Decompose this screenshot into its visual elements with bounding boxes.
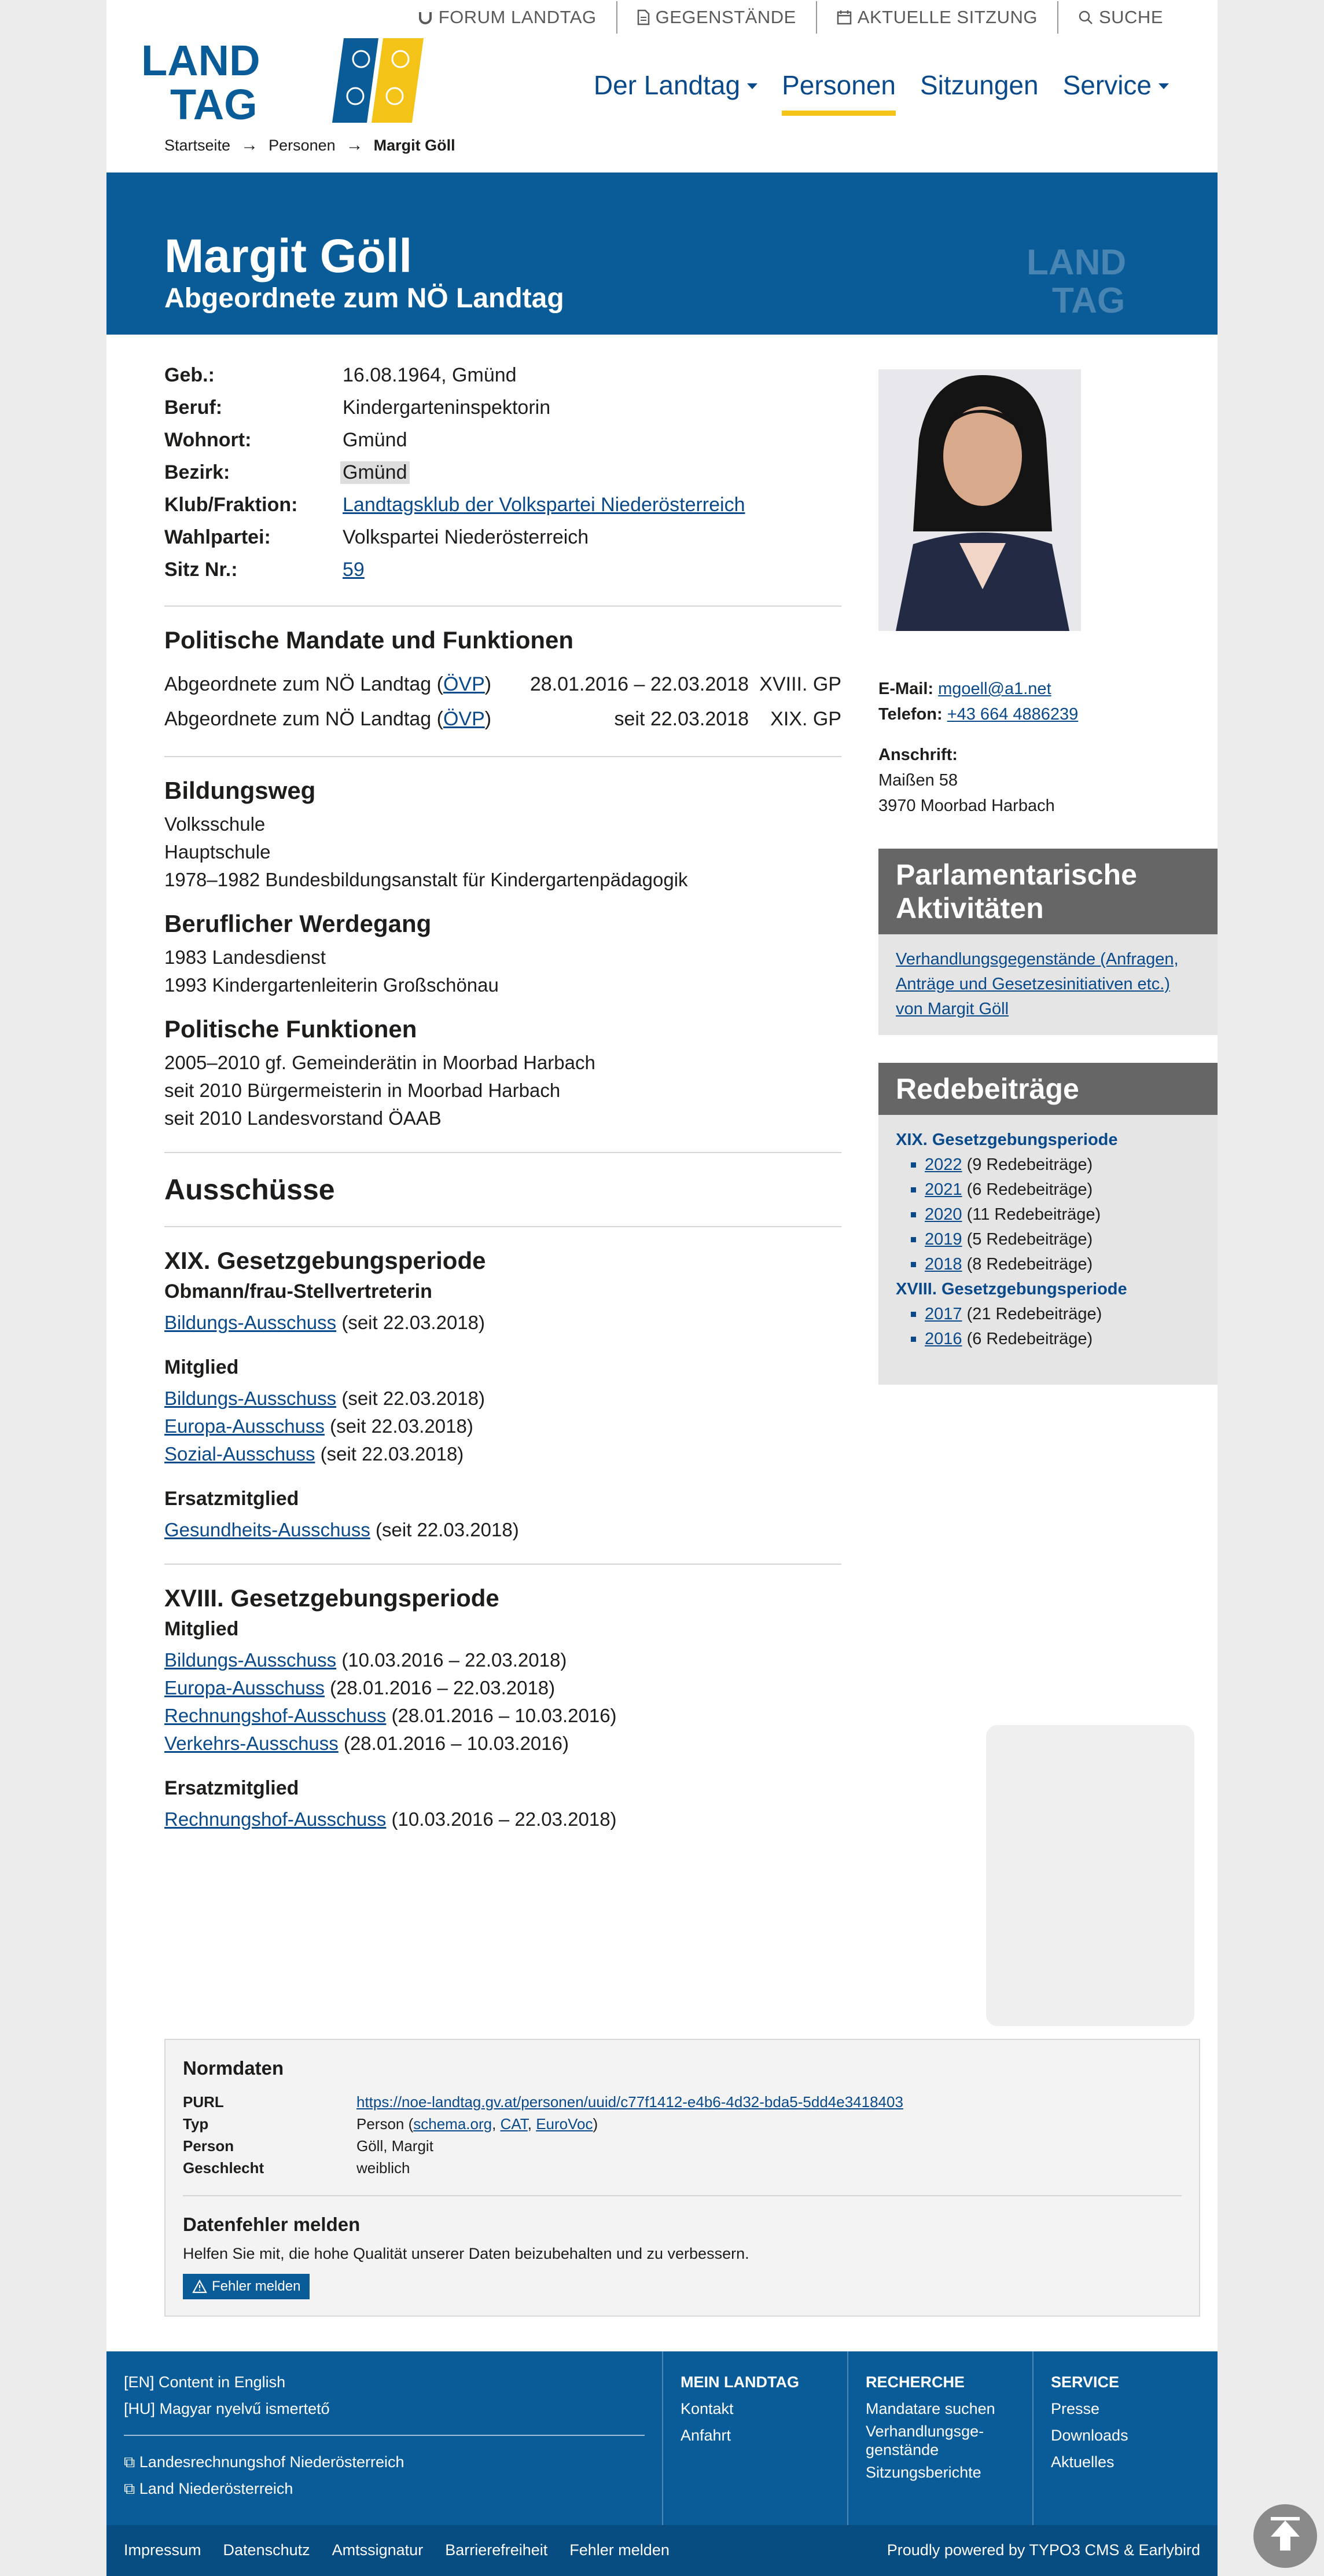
beruf-item: 1983 Landesdienst xyxy=(164,946,326,968)
footer-col-service xyxy=(1032,2351,1218,2525)
footer xyxy=(106,2351,1218,2525)
divider xyxy=(164,756,841,757)
fehler-melden-label: Fehler melden xyxy=(212,2278,301,2294)
schema-link[interactable]: schema.org xyxy=(413,2115,492,2133)
nav-sitzungen-label: Sitzungen xyxy=(920,70,1039,100)
mandate-row xyxy=(164,702,841,736)
typ-row xyxy=(183,2115,598,2133)
committee-dates: (28.01.2016 – 10.03.2016) xyxy=(338,1733,569,1754)
external-link-icon: ⧉ xyxy=(124,2453,139,2471)
detail-key: Geb.: xyxy=(164,364,215,386)
caret-down-icon xyxy=(1158,83,1169,89)
watermark-line2: TAG xyxy=(1052,281,1126,316)
arrow-right-icon: → xyxy=(241,135,259,155)
committee-dates: (seit 22.03.2018) xyxy=(336,1388,485,1409)
bildung-item: Hauptschule xyxy=(164,841,271,863)
mandate-dates: seit 22.03.2018 xyxy=(614,707,749,730)
footer-links xyxy=(124,2369,645,2502)
gp19-heading: XIX. Gesetzgebungsperiode xyxy=(164,1247,486,1274)
count: (9 Redebeiträge) xyxy=(962,1155,1093,1174)
mandate-heading: Politische Mandate und Funktionen xyxy=(164,626,574,654)
mitglied-heading: Mitglied xyxy=(164,1618,239,1640)
committee-link[interactable]: Sozial-Ausschuss xyxy=(164,1443,315,1465)
count: (5 Redebeiträge) xyxy=(962,1230,1093,1249)
count: (6 Redebeiträge) xyxy=(962,1330,1093,1348)
detail-key: Klub/Fraktion: xyxy=(164,493,298,516)
committee-dates: (seit 22.03.2018) xyxy=(370,1519,519,1540)
suche-label: SUCHE xyxy=(1098,7,1163,27)
phone-label: Telefon: xyxy=(878,705,943,724)
year-link[interactable]: 2017 xyxy=(925,1305,962,1323)
footer-link[interactable]: Sitzungsberichte xyxy=(866,2464,981,2481)
eurovoc-link[interactable]: EuroVoc xyxy=(536,2115,593,2133)
aktivitaeten-heading: Parlamentarische Aktivitäten xyxy=(878,849,1218,934)
count: (21 Redebeiträge) xyxy=(962,1305,1102,1323)
mandate-gp: XIX. GP xyxy=(770,707,841,730)
search-icon xyxy=(1078,10,1093,25)
warning-icon xyxy=(192,2280,207,2294)
geschlecht-row xyxy=(183,2159,410,2177)
cat-link[interactable]: CAT xyxy=(500,2115,528,2133)
committee-item xyxy=(164,1385,841,1412)
email-label: E-Mail: xyxy=(878,680,934,698)
footer-col-heading: MEIN LANDTAG xyxy=(681,2373,799,2391)
committee-link[interactable]: Rechnungshof-Ausschuss xyxy=(164,1705,387,1726)
footer-link[interactable]: Downloads xyxy=(1051,2427,1128,2444)
main-content xyxy=(164,359,841,1833)
detail-row xyxy=(164,553,841,586)
mandate-text: Abgeordnete zum NÖ Landtag ( xyxy=(164,707,443,730)
geschlecht-value: weiblich xyxy=(356,2159,410,2177)
mandate-dates: 28.01.2016 – 22.03.2018 xyxy=(529,673,749,695)
aktivitaeten-body xyxy=(878,934,1218,1034)
committee-item xyxy=(164,1440,841,1468)
forum-landtag-link[interactable] xyxy=(398,1,616,34)
utility-nav xyxy=(398,0,1183,35)
gp18-label: XVIII. Gesetzgebungsperiode xyxy=(896,1280,1127,1298)
person-role: Abgeordnete zum NÖ Landtag xyxy=(164,283,564,314)
person-name: Margit Göll xyxy=(164,230,413,282)
nav-der-landtag-label: Der Landtag xyxy=(593,70,741,100)
breadcrumb-current: Margit Göll xyxy=(373,136,455,154)
party-link[interactable]: ÖVP xyxy=(443,707,485,730)
phone-link[interactable]: +43 664 4886239 xyxy=(947,705,1079,724)
divider xyxy=(164,1226,841,1227)
detail-value: Kindergarteninspektorin xyxy=(343,396,551,419)
mandate-paren: ) xyxy=(484,673,492,695)
external-link-icon: ⧉ xyxy=(124,2480,139,2497)
detail-row xyxy=(164,359,841,391)
barrierefreiheit-link[interactable]: Barrierefreiheit xyxy=(445,2541,548,2559)
committee-link[interactable]: Verkehrs-Ausschuss xyxy=(164,1733,339,1754)
detail-key: Wahlpartei: xyxy=(164,526,271,548)
nav-service-label: Service xyxy=(1062,70,1152,100)
scroll-to-top-button[interactable] xyxy=(1253,2504,1317,2568)
gegenstaende-link[interactable] xyxy=(616,1,816,34)
nav-der-landtag[interactable] xyxy=(594,69,757,116)
legal-links xyxy=(124,2541,670,2559)
ausschuesse-heading: Ausschüsse xyxy=(164,1173,335,1206)
footer-link[interactable]: Anfahrt xyxy=(681,2427,731,2444)
redebeitraege-heading: Redebeiträge xyxy=(878,1063,1218,1115)
verhandlungsgegenstaende-link[interactable]: Verhandlungsgegenstände (Anfragen, Anträge und Gesetzesinitiativen etc.) von Margit Göll xyxy=(896,950,1179,1018)
address-line: 3970 Moorbad Harbach xyxy=(878,797,1055,815)
divider xyxy=(164,1564,841,1565)
document-icon xyxy=(637,9,650,25)
nav-personen[interactable] xyxy=(782,69,896,116)
aktivitaeten-panel xyxy=(878,849,1218,1035)
footer-link[interactable]: Kontakt xyxy=(681,2400,734,2417)
person-row xyxy=(183,2137,433,2155)
geschlecht-key: Geschlecht xyxy=(183,2159,264,2177)
committee-link[interactable]: Gesundheits-Ausschuss xyxy=(164,1519,370,1540)
detail-value: Volkspartei Niederösterreich xyxy=(343,526,589,548)
count: (8 Redebeiträge) xyxy=(962,1255,1093,1274)
footer-link[interactable]: Verhandlungsge-genstände xyxy=(866,2423,984,2458)
impressum-link[interactable]: Impressum xyxy=(124,2541,201,2559)
committee-link[interactable]: Bildungs-Ausschuss xyxy=(164,1388,337,1409)
gegenstaende-label: GEGENSTÄNDE xyxy=(655,7,796,27)
typ-key: Typ xyxy=(183,2115,209,2133)
detail-value: Gmünd xyxy=(340,461,410,484)
gp19-label: XIX. Gesetzgebungsperiode xyxy=(896,1131,1118,1149)
list-item xyxy=(896,1302,1200,1327)
purl-key: PURL xyxy=(183,2093,224,2111)
normdaten-heading: Normdaten xyxy=(183,2057,284,2079)
list-item xyxy=(896,1153,1200,1177)
committee-dates: (seit 22.03.2018) xyxy=(324,1415,473,1437)
address-label: Anschrift: xyxy=(878,746,958,764)
divider xyxy=(183,2195,1182,2196)
funktion-item: seit 2010 Bürgermeisterin in Moorbad Harbach xyxy=(164,1080,561,1101)
committee-dates: (seit 22.03.2018) xyxy=(315,1443,464,1465)
normdaten-box xyxy=(164,2039,1200,2317)
purl-row xyxy=(183,2093,903,2111)
landtag-logo[interactable] xyxy=(140,38,424,123)
caret-down-icon xyxy=(747,83,757,89)
committee-link[interactable]: Bildungs-Ausschuss xyxy=(164,1312,337,1333)
hero-banner xyxy=(106,173,1218,335)
land-noe-link[interactable]: ⧉ Land Niederösterreich xyxy=(124,2480,293,2497)
detail-value: Gmünd xyxy=(343,428,407,451)
year-link[interactable]: 2019 xyxy=(925,1230,962,1249)
typ-value: Person (schema.org, CAT, EuroVoc) xyxy=(356,2115,598,2133)
year-link[interactable]: 2016 xyxy=(925,1330,962,1348)
klub-link[interactable]: Landtagsklub der Volkspartei Niederösterreich xyxy=(343,493,745,516)
funktion-item: seit 2010 Landesvorstand ÖAAB xyxy=(164,1107,442,1129)
landtag-watermark-logo xyxy=(1027,241,1197,316)
email-row xyxy=(878,676,1078,702)
mandate-row xyxy=(164,667,841,702)
hungarian-link[interactable]: [HU] Magyar nyelvű ismertető xyxy=(124,2400,330,2417)
person-details xyxy=(164,359,841,586)
detail-key: Wohnort: xyxy=(164,428,252,451)
beruf-list xyxy=(164,944,841,999)
contact-block xyxy=(878,676,1078,819)
mandate-title xyxy=(164,708,506,731)
datenfehler-text: Helfen Sie mit, die hohe Qualität unserer Daten beizubehalten und zu verbessern. xyxy=(183,2245,749,2262)
divider xyxy=(164,606,841,607)
footer-col-heading: RECHERCHE xyxy=(866,2373,965,2391)
nav-service[interactable] xyxy=(1063,69,1169,116)
ersatz-heading: Ersatzmitglied xyxy=(164,1777,299,1799)
list-item xyxy=(896,1252,1200,1277)
detail-row xyxy=(164,424,841,456)
crest-watermark-icon xyxy=(963,1713,1218,2038)
page xyxy=(106,0,1218,2576)
english-link[interactable]: [EN] Content in English xyxy=(124,2373,286,2391)
committee-item xyxy=(164,1674,841,1702)
footer-link[interactable]: Presse xyxy=(1051,2400,1100,2417)
committee-link[interactable]: Europa-Ausschuss xyxy=(164,1677,325,1698)
committee-item xyxy=(164,1412,841,1440)
datenschutz-link[interactable]: Datenschutz xyxy=(223,2541,310,2559)
person-photo xyxy=(878,369,1081,631)
committee-dates: (10.03.2016 – 22.03.2018) xyxy=(336,1649,567,1671)
detail-key: Bezirk: xyxy=(164,461,230,483)
footer-link[interactable]: Aktuelles xyxy=(1051,2453,1115,2471)
footer-col-mein-landtag xyxy=(662,2351,847,2525)
committee-dates: (seit 22.03.2018) xyxy=(336,1312,485,1333)
ersatz-heading: Ersatzmitglied xyxy=(164,1488,299,1510)
breadcrumb xyxy=(164,135,455,155)
detail-row xyxy=(164,489,841,521)
beruf-item: 1993 Kindergartenleiterin Großschönau xyxy=(164,974,499,996)
committee-link[interactable]: Rechnungshof-Ausschuss xyxy=(164,1808,387,1830)
logo-line2: TAG xyxy=(170,80,258,123)
breadcrumb-personen[interactable]: Personen xyxy=(269,136,336,154)
detail-row xyxy=(164,521,841,553)
redebeitraege-body xyxy=(878,1115,1218,1364)
footer-link[interactable]: Mandatare suchen xyxy=(866,2400,995,2417)
nav-sitzungen[interactable] xyxy=(920,69,1039,116)
aktuelle-sitzung-link[interactable] xyxy=(816,1,1057,34)
count: (6 Redebeiträge) xyxy=(962,1180,1093,1199)
mandate-text: Abgeordnete zum NÖ Landtag ( xyxy=(164,673,443,695)
phone-row xyxy=(878,702,1078,727)
detail-row xyxy=(164,456,841,489)
obmann-heading: Obmann/frau-Stellvertreterin xyxy=(164,1280,432,1302)
bildungsweg-heading: Bildungsweg xyxy=(164,777,316,804)
committee-item xyxy=(164,1730,841,1757)
committee-item xyxy=(164,1309,841,1337)
list-item xyxy=(896,1202,1200,1227)
arrow-right-icon: → xyxy=(345,135,363,155)
gp18-heading: XVIII. Gesetzgebungsperiode xyxy=(164,1584,499,1612)
committee-dates: (28.01.2016 – 22.03.2018) xyxy=(324,1677,556,1698)
purl-link[interactable]: https://noe-landtag.gv.at/personen/uuid/c77f1412-e4b6-4d32-bda5-5dd4e3418403 xyxy=(356,2093,903,2111)
forum-icon xyxy=(418,10,433,25)
nav-personen-label: Personen xyxy=(782,70,896,100)
footer-col-recherche xyxy=(847,2351,1032,2525)
divider xyxy=(164,1152,841,1153)
calendar-icon xyxy=(837,10,852,25)
rechnungshof-link[interactable]: ⧉ Landesrechnungshof Niederösterreich xyxy=(124,2453,404,2471)
suche-link[interactable] xyxy=(1057,1,1183,34)
committee-link[interactable]: Bildungs-Ausschuss xyxy=(164,1649,337,1671)
bildungsweg-list xyxy=(164,810,841,894)
detail-key: Beruf: xyxy=(164,396,223,419)
committee-item xyxy=(164,1516,841,1544)
aktuelle-sitzung-label: AKTUELLE SITZUNG xyxy=(857,7,1038,27)
sitz-link[interactable]: 59 xyxy=(343,558,365,581)
committee-item xyxy=(164,1702,841,1730)
bottom-bar xyxy=(106,2525,1218,2576)
committee-dates: (28.01.2016 – 10.03.2016) xyxy=(386,1705,617,1726)
committee-dates: (10.03.2016 – 22.03.2018) xyxy=(386,1808,617,1830)
email-link[interactable]: mgoell@a1.net xyxy=(938,680,1051,698)
person-value: Göll, Margit xyxy=(356,2137,433,2155)
year-link[interactable]: 2022 xyxy=(925,1155,962,1174)
year-link[interactable]: 2021 xyxy=(925,1180,962,1199)
bildung-item: Volksschule xyxy=(164,813,266,835)
mandate-title xyxy=(164,673,506,696)
main-nav xyxy=(569,69,1169,116)
mitglied-heading: Mitglied xyxy=(164,1356,239,1378)
year-link[interactable]: 2018 xyxy=(925,1255,962,1274)
list-item xyxy=(896,1227,1200,1252)
forum-label: FORUM LANDTAG xyxy=(438,7,597,27)
detail-row xyxy=(164,391,841,424)
funktion-item: 2005–2010 gf. Gemeinderätin in Moorbad Harbach xyxy=(164,1052,595,1073)
list-item xyxy=(896,1327,1200,1352)
address-line: Maißen 58 xyxy=(878,771,958,790)
logo-line1: LAND xyxy=(141,38,260,85)
committee-item xyxy=(164,1806,841,1833)
committee-link[interactable]: Europa-Ausschuss xyxy=(164,1415,325,1437)
detail-key: Sitz Nr.: xyxy=(164,558,238,581)
arrow-up-icon xyxy=(1253,2504,1317,2568)
person-key: Person xyxy=(183,2137,234,2155)
count: (11 Redebeiträge) xyxy=(962,1205,1101,1224)
amtssignatur-link[interactable]: Amtssignatur xyxy=(332,2541,424,2559)
breadcrumb-home[interactable]: Startseite xyxy=(164,136,231,154)
funktionen-list xyxy=(164,1049,841,1132)
mandate-gp: XVIII. GP xyxy=(759,673,841,695)
divider xyxy=(124,2435,645,2436)
redebeitraege-panel xyxy=(878,1063,1218,1385)
footer-col-heading: SERVICE xyxy=(1051,2373,1120,2391)
committee-item xyxy=(164,1646,841,1674)
beruf-heading: Beruflicher Werdegang xyxy=(164,910,432,937)
bildung-item: 1978–1982 Bundesbildungsanstalt für Kindergartenpädagogik xyxy=(164,869,688,890)
datenfehler-heading: Datenfehler melden xyxy=(183,2214,361,2235)
watermark-line1: LAND xyxy=(1027,243,1127,282)
list-item xyxy=(896,1177,1200,1202)
funktionen-heading: Politische Funktionen xyxy=(164,1015,417,1043)
party-link[interactable]: ÖVP xyxy=(443,673,485,695)
year-link[interactable]: 2020 xyxy=(925,1205,962,1224)
mandate-paren: ) xyxy=(484,707,492,730)
powered-by: Proudly powered by TYPO3 CMS & Earlybird xyxy=(887,2541,1200,2559)
fehler-melden-button[interactable] xyxy=(183,2274,310,2299)
fehler-melden-link[interactable]: Fehler melden xyxy=(569,2541,670,2559)
detail-value: 16.08.1964, Gmünd xyxy=(343,364,517,386)
